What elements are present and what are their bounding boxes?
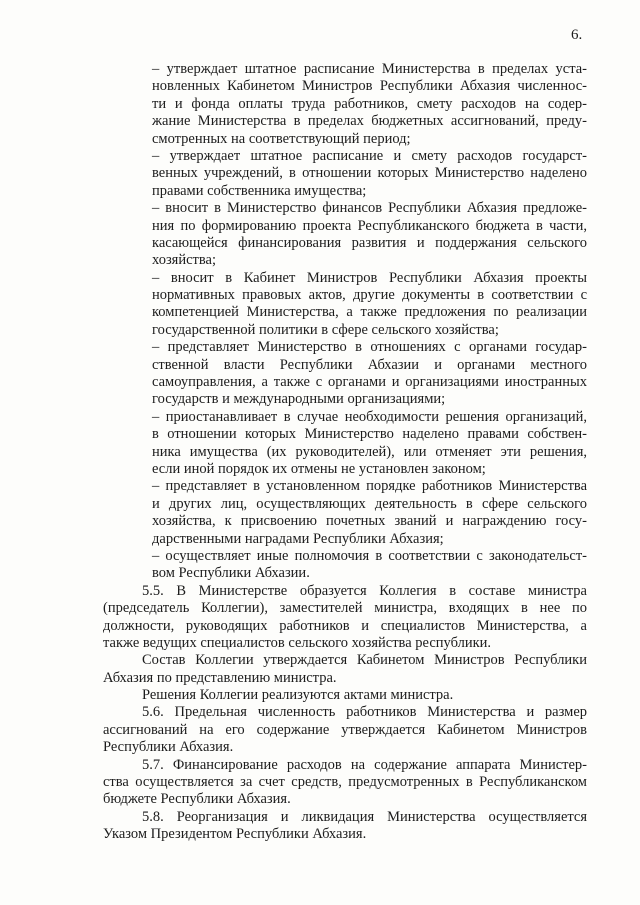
- text-line: ственной власти Республики Абхазии и органами местного: [152, 356, 587, 373]
- page-number: 6.: [571, 27, 583, 43]
- text-line: Указом Президентом Республики Абхазия.: [103, 826, 367, 843]
- document-body: [0, 61, 640, 844]
- text-line: и других лиц, осуществляющих деятельность в сфере сельского: [152, 495, 587, 512]
- text-line: – вносит в Кабинет Министров Республики Абхазия проекты: [152, 269, 587, 286]
- text-line: хозяйства;: [152, 252, 216, 269]
- text-line: – вносит в Министерство финансов Республики Абхазия предложе-: [152, 200, 587, 217]
- text-line: если иной порядок их отмены не установлен законом;: [152, 460, 486, 477]
- text-line: новленных Кабинетом Министров Республики Абхазия численнос-: [152, 78, 587, 95]
- text-line: правами собственника имущества;: [152, 182, 367, 199]
- text-line: Республики Абхазия.: [103, 739, 234, 756]
- text-line: – утверждает штатное расписание Министерства в пределах уста-: [152, 61, 587, 77]
- text-line: нормативных правовых актов, другие документы в соответствии с: [152, 287, 587, 304]
- text-line: Абхазия по представлению министра.: [103, 669, 337, 686]
- text-line: ния по формированию проекта Республиканского бюджета в части,: [152, 217, 587, 234]
- text-line: (председатель Коллегии), заместителей министра, входящих в нее по: [103, 600, 587, 617]
- text-line: Состав Коллегии утверждается Кабинетом Министров Республики: [142, 652, 587, 669]
- text-line: касающейся финансирования развития и поддержания сельского: [152, 234, 587, 251]
- text-line: Решения Коллегии реализуются актами министра.: [142, 687, 454, 704]
- bullet-paragraph: [0, 270, 640, 340]
- bullet-paragraph: [0, 548, 640, 583]
- text-line: ника имущества (их руководителей), или отменяет эти решения,: [152, 443, 587, 460]
- text-line: самоуправления, а также с органами и организациями иностранных: [152, 374, 587, 391]
- bullet-paragraph: [0, 478, 640, 548]
- text-line: в отношении которых Министерство наделено правами собствен-: [152, 426, 587, 443]
- text-line: вом Республики Абхазии.: [152, 565, 310, 582]
- text-line: – осуществляет иные полномочия в соответствии с законодательст-: [152, 547, 587, 564]
- text-line: – утверждает штатное расписание и смету расходов государст-: [152, 147, 587, 164]
- body-paragraph: [0, 652, 640, 687]
- bullet-paragraph: [0, 200, 640, 270]
- text-line: ства осуществляется за счет средств, предусмотренных в Республиканском: [103, 774, 587, 791]
- text-line: 5.5. В Министерстве образуется Коллегия в составе министра: [142, 582, 587, 599]
- text-line: ти и фонда оплаты труда работников, смету расходов на содер-: [152, 95, 587, 112]
- text-line: жание Министерства в пределах бюджетных ассигнований, преду-: [152, 113, 587, 130]
- text-line: – приостанавливает в случае необходимости решения организаций,: [152, 408, 587, 425]
- text-line: – представляет в установленном порядке работников Министерства: [152, 478, 587, 495]
- body-paragraph: [0, 757, 640, 809]
- text-line: должности, руководящих работников и специалистов Министерства, а: [103, 617, 587, 634]
- body-paragraph: [0, 704, 640, 756]
- text-line: 5.6. Предельная численность работников Министерства и размер: [142, 704, 587, 721]
- bullet-paragraph: [0, 339, 640, 409]
- text-line: бюджете Республики Абхазия.: [103, 791, 291, 808]
- text-line: смотренных на соответствующий период;: [152, 130, 411, 147]
- text-line: венных учреждений, в отношении которых Министерство наделено: [152, 165, 587, 182]
- text-line: государств и международными организациями;: [152, 391, 446, 408]
- bullet-paragraph: [0, 148, 640, 200]
- text-line: хозяйства, к присвоению почетных званий и награждению госу-: [152, 513, 587, 530]
- bullet-paragraph: [0, 61, 640, 148]
- body-paragraph: [0, 583, 640, 653]
- text-line: 5.7. Финансирование расходов на содержание аппарата Министер-: [142, 756, 587, 773]
- text-line: – представляет Министерство в отношениях с органами государ-: [152, 339, 587, 356]
- text-line: также ведущих специалистов сельского хозяйства республики.: [103, 634, 492, 651]
- text-line: дарственными наградами Республики Абхазия;: [152, 530, 444, 547]
- body-paragraph: [0, 687, 640, 704]
- text-line: ассигнований на его содержание утверждается Кабинетом Министров: [103, 721, 587, 738]
- text-line: государственной политики в сфере сельского хозяйства;: [152, 321, 499, 338]
- text-line: компетенцией Министерства, а также предложения по реализации: [152, 304, 587, 321]
- text-line: 5.8. Реорганизация и ликвидация Министерства осуществляется: [142, 808, 587, 825]
- bullet-paragraph: [0, 409, 640, 479]
- body-paragraph: [0, 809, 640, 844]
